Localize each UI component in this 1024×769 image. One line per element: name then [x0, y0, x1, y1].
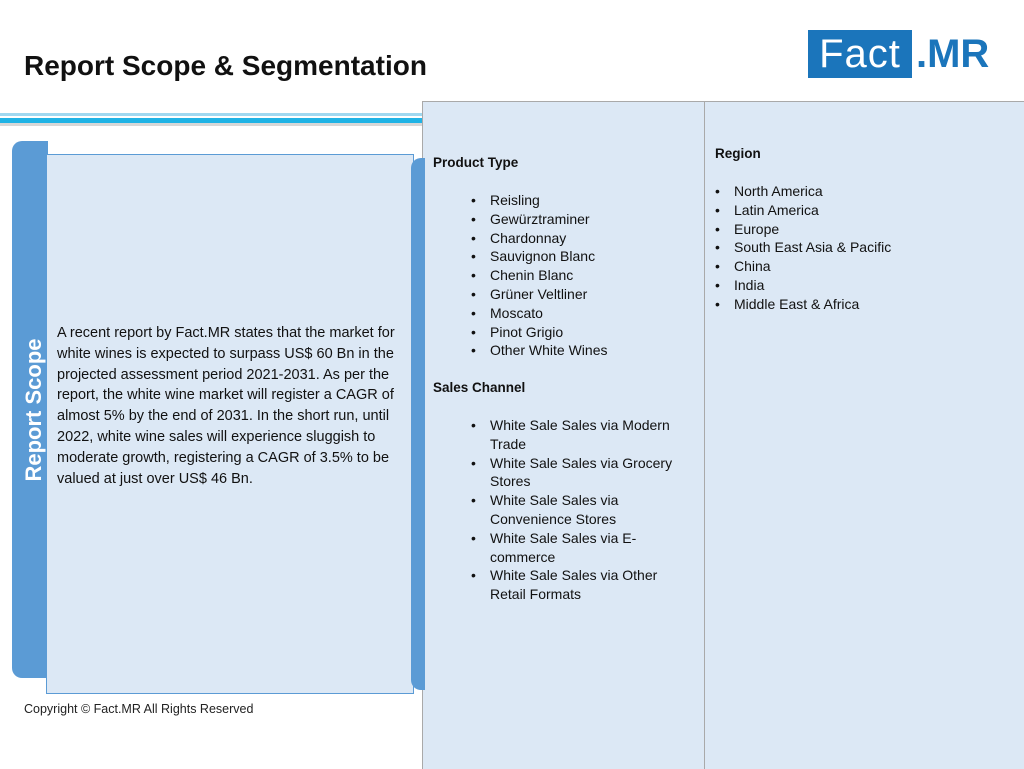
sales-channel-heading: Sales Channel [433, 380, 526, 395]
list-item: • Chardonnay [471, 229, 691, 248]
list-item: • Moscato [471, 304, 691, 323]
list-item: • Pinot Grigio [471, 323, 691, 342]
list-item: • White Sale Sales via E-commerce [471, 529, 686, 567]
list-item: • Sauvignon Blanc [471, 247, 691, 266]
copyright-text: Copyright © Fact.MR All Rights Reserved [24, 702, 254, 716]
region-heading: Region [715, 146, 761, 161]
list-item: • White Sale Sales via Modern Trade [471, 416, 686, 454]
list-item: • White Sale Sales via Convenience Stores [471, 491, 686, 529]
list-item: • Middle East & Africa [715, 295, 1005, 314]
list-item: • North America [715, 182, 1005, 201]
list-item: • White Sale Sales via Other Retail Formats [471, 566, 686, 604]
list-item: • Chenin Blanc [471, 266, 691, 285]
logo-box-text: Fact [808, 30, 912, 78]
list-item: • South East Asia & Pacific [715, 238, 1005, 257]
sales-channel-list [471, 416, 686, 604]
list-item: • China [715, 257, 1005, 276]
report-scope-description: A recent report by Fact.MR states that the market for white wines is expected to surpass US$ 60 Bn in the projected assessment period 2021-2031. As per the report, the white wine market will register a CAGR of almost 5% by the end of 2031. In the short run, until 2022, white wine sales will experience sluggish to moderate growth, registering a CAGR of 3.5% to be valued at just over US$ 46 Bn. [57, 325, 395, 487]
list-item: • Grüner Veltliner [471, 285, 691, 304]
header-rule-light [0, 113, 424, 116]
product-type-list [471, 191, 691, 360]
list-item: • India [715, 276, 1005, 295]
list-item: • Other White Wines [471, 341, 691, 360]
region-list [715, 182, 1005, 314]
list-item: • Europe [715, 220, 1005, 239]
factmr-logo [808, 30, 989, 78]
logo-rest-text: .MR [916, 31, 990, 76]
scope-connector-tab [411, 158, 425, 690]
list-item: • Latin America [715, 201, 1005, 220]
list-item: • Reisling [471, 191, 691, 210]
header-rule-shadow [0, 123, 424, 126]
list-item: • Gewürztraminer [471, 210, 691, 229]
list-item: • White Sale Sales via Grocery Stores [471, 454, 686, 492]
report-scope-tab-label: Report Scope [21, 338, 46, 482]
product-type-heading: Product Type [433, 155, 519, 170]
page-title: Report Scope & Segmentation [24, 50, 427, 81]
